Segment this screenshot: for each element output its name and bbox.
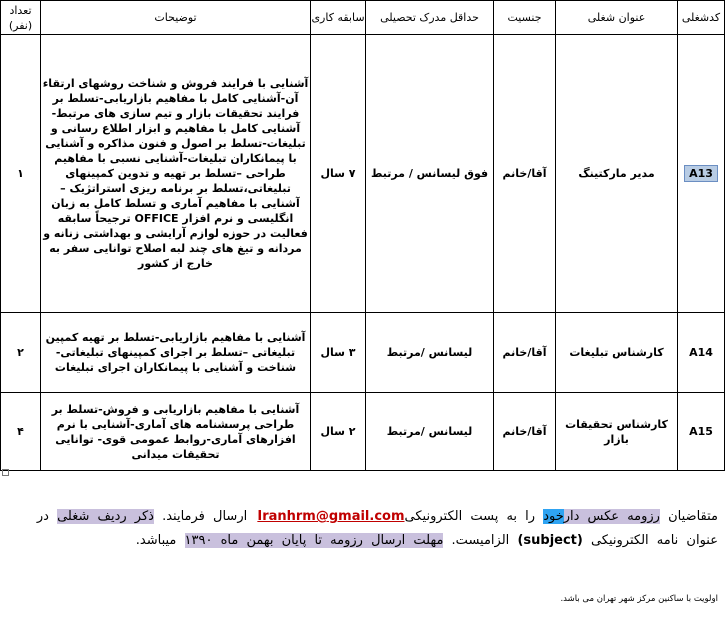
row-gender: آقا/خانم <box>494 313 556 393</box>
row-experience: ۳ سال <box>311 313 366 393</box>
notice-text: الزامیست. <box>443 533 518 548</box>
email-link[interactable]: Iranhrm@gmail.com <box>257 509 405 524</box>
header-code: کدشغلی <box>678 1 725 35</box>
row-code: A14 <box>678 313 725 393</box>
row-title: مدیر مارکتینگ <box>556 35 678 313</box>
notice-text: ارسال فرمایند. <box>153 509 258 524</box>
notice-text: متقاضیان <box>659 509 718 524</box>
notice-text: در عنوان نامه الکترونیکی <box>36 509 718 548</box>
row-count: ۴ <box>1 393 41 471</box>
row-count: ۱ <box>1 35 41 313</box>
header-gender: جنسیت <box>494 1 556 35</box>
header-degree: حداقل مدرک تحصیلی <box>366 1 494 35</box>
header-description: توضیحات <box>41 1 311 35</box>
row-experience: ۲ سال <box>311 393 366 471</box>
row-gender: آقا/خانم <box>494 393 556 471</box>
subject-label: (subject) <box>517 533 583 548</box>
highlight-selection: خود <box>543 509 564 524</box>
row-degree: لیسانس /مرتبط <box>366 393 494 471</box>
header-title: عنوان شغلی <box>556 1 678 35</box>
row-degree: لیسانس /مرتبط <box>366 313 494 393</box>
row-degree: فوق لیسانس / مرتبط <box>366 35 494 313</box>
row-experience: ۷ سال <box>311 35 366 313</box>
notice-text: را به پست الکترونیکی <box>404 509 544 524</box>
row-description: آشنایی با مفاهیم بازاریابی-تسلط بر تهیه کمپین تبلیغاتی –تسلط بر اجرای کمپینهای تبلیغاتی-شناخت و آشنایی با پیمانکاران اجرای تبلیغات <box>41 313 311 393</box>
row-description: آشنایی با مفاهیم بازاریابی و فروش-تسلط بر طراحی پرسشنامه های آماری-آشنایی با نرم افزارهای آماری-روابط عمومی قوی- توانایی تحقیقات میدانی <box>41 393 311 471</box>
row-gender: آقا/خانم <box>494 35 556 313</box>
row-count: ۲ <box>1 313 41 393</box>
header-count: تعداد (نفر) <box>1 1 41 35</box>
table-header-row <box>1 1 725 35</box>
header-experience: سابقه کاری <box>311 1 366 35</box>
row-title: کارشناس تحقیقات بازار <box>556 393 678 471</box>
table-anchor-marker <box>2 469 9 476</box>
code-highlight: A13 <box>684 165 718 182</box>
highlight-deadline: مهلت ارسال رزومه تا پایان بهمن ماه ۱۳۹۰ <box>184 533 444 548</box>
highlight-resume: رزومه عکس دار <box>563 509 660 524</box>
row-code <box>678 35 725 313</box>
table-row <box>1 35 725 313</box>
notice-text: میباشد. <box>135 533 185 548</box>
table-row <box>1 313 725 393</box>
table-row <box>1 393 725 471</box>
row-description: آشنایی با فرایند فروش و شناخت روشهای ارتقاء آن-آشنایی کامل با مفاهیم بازاریابی-تسلط بر فرایند تحقیقات بازار و تیم سازی های مرتبط-آشنایی کامل با مفاهیم و ابزار اطلاع رسانی و تبلیغات-تسلط بر اصول و فنون مذاکره و آشنایی با پیمانکاران تبلیغات-آشنایی نسبی با مفاهیم طراحی –تسلط بر تهیه و تدوین کمپینهای تبلیغاتی،تسلط بر برنامه ریزی استراتژیک –آشنایی با مفاهیم آماری و تسلط کامل به زبان انگلیسی و نرم افزار OFFICE ترجیحاً سابقه فعالیت در حوزه لوازم آرایشی و بهداشتی زنانه و مردانه و تیغ های چند لبه اصلاح توانایی سفر به خارج از کشور <box>41 35 311 313</box>
notice-paragraph <box>6 505 718 553</box>
highlight-job-row: ذکر ردیف شغلی <box>57 509 154 524</box>
priority-note: اولویت با ساکنین مرکز شهر تهران می باشد. <box>560 594 718 604</box>
row-title: کارشناس تبلیغات <box>556 313 678 393</box>
row-code: A15 <box>678 393 725 471</box>
